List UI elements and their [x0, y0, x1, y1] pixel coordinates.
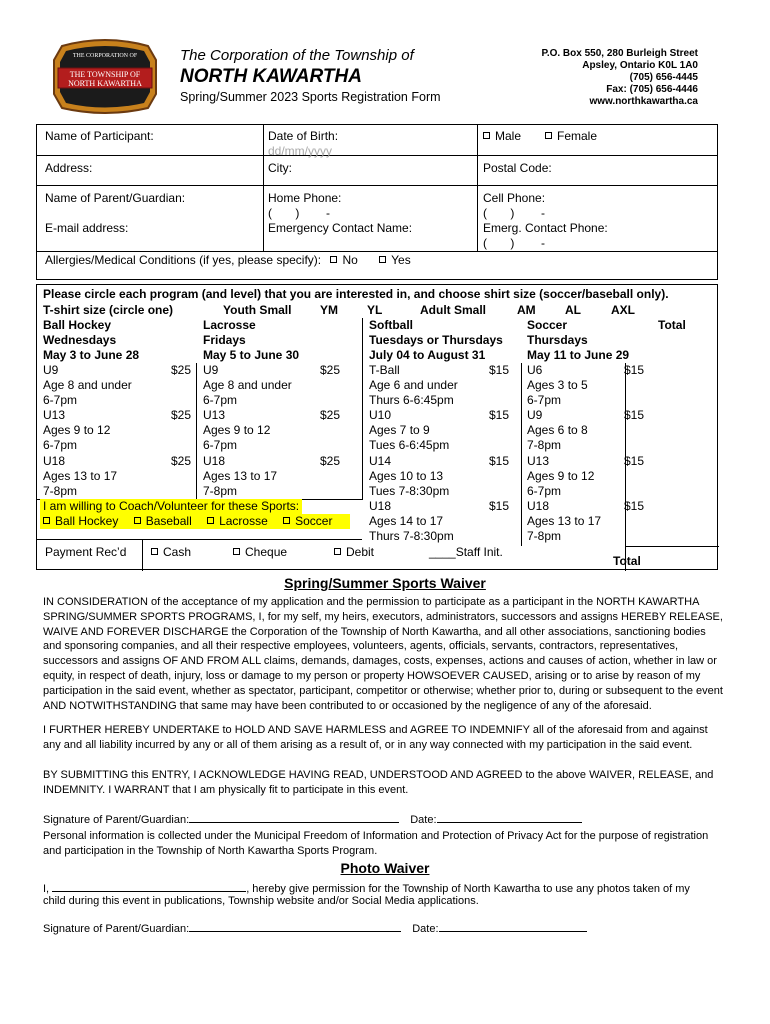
yes-label: Yes: [391, 253, 411, 267]
home-phone-mask: ( ) -: [268, 206, 330, 220]
program-table: [36, 284, 718, 570]
softball-age: Ages 10 to 13: [369, 469, 444, 483]
checkbox-female[interactable]: [545, 132, 552, 139]
divider: [37, 251, 717, 252]
size-option[interactable]: Adult Small: [420, 303, 487, 317]
photo-permission-line: [43, 881, 690, 895]
cell-phone-field[interactable]: [483, 191, 545, 221]
ball-hockey-time: 6-7pm: [43, 393, 78, 407]
parent-name-label: Name of Parent/Guardian:: [45, 191, 186, 205]
ball-hockey-day: Wednesdays: [43, 333, 117, 347]
divider: [37, 155, 717, 156]
coach-option-label: Baseball: [145, 514, 192, 528]
divider: [625, 546, 719, 547]
waiver-paragraph-2: I FURTHER HEREBY UNDERTAKE to HOLD AND SAVE HARMLESS and AGREE TO INDEMNIFY all of the aforesaid from and against any and all liability incurred by any or all of them arising as a result of, or in any way connected with my participation in the said event.: [43, 724, 708, 751]
soccer-price: $15: [624, 408, 645, 422]
logo-line1: THE TOWNSHIP OF: [69, 70, 141, 79]
photo-signature-label: Signature of Parent/Guardian:: [43, 923, 190, 935]
male-label: Male: [495, 129, 522, 143]
soccer-price: $15: [624, 499, 645, 513]
gender-female[interactable]: [545, 129, 597, 144]
soccer-level[interactable]: U13: [527, 454, 550, 468]
waiver-date-label: Date:: [410, 814, 437, 826]
ball-hockey-price: $25: [171, 363, 192, 377]
lacrosse-age: Ages 9 to 12: [203, 423, 271, 437]
softball-time: Tues 6-6:45pm: [369, 438, 450, 452]
waiver-paragraph-3: BY SUBMITTING this ENTRY, I ACKNOWLEDGE HAVING READ, UNDERSTOOD AND AGREED to the above WAIVER, RELEASE, and INDEMNITY. I WARRANT that I am physically fit to participate in this event.: [43, 769, 714, 796]
divider: [196, 363, 197, 500]
parent-name-field[interactable]: [45, 191, 185, 206]
payment-option-label: Cheque: [245, 545, 288, 559]
lacrosse-day: Fridays: [203, 333, 246, 347]
divider: [521, 363, 522, 546]
lacrosse-age: Age 8 and under: [203, 378, 292, 392]
checkbox[interactable]: [334, 548, 341, 555]
payment-option-label: Cash: [163, 545, 192, 559]
address-label: Address:: [45, 161, 93, 175]
softball-price: $15: [489, 363, 510, 377]
softball-level[interactable]: U14: [369, 454, 392, 468]
corporation-line: The Corporation of the Township of: [180, 47, 414, 64]
dob-label: Date of Birth:: [268, 129, 339, 143]
checkbox[interactable]: [43, 517, 50, 524]
dob-placeholder: dd/mm/yyyy: [268, 144, 333, 158]
soccer-day: Thursdays: [527, 333, 588, 347]
softball-dates: July 04 to August 31: [369, 348, 486, 362]
ball-hockey-time: 6-7pm: [43, 438, 78, 452]
payment-option-label: Debit: [346, 545, 375, 559]
softball-price: $15: [489, 499, 510, 513]
tshirt-size-label: T-shirt size (circle one): [43, 303, 174, 317]
lacrosse-level[interactable]: U9: [203, 363, 219, 377]
checkbox[interactable]: [207, 517, 214, 524]
soccer-level[interactable]: U18: [527, 499, 550, 513]
photo-i-label: I,: [43, 883, 50, 895]
ball-hockey-age: Ages 13 to 17: [43, 469, 118, 483]
lacrosse-price: $25: [320, 408, 341, 422]
soccer-age: Ages 13 to 17: [527, 514, 602, 528]
participant-info-table: [36, 124, 718, 280]
coach-option-lacrosse[interactable]: [207, 514, 268, 528]
soccer-age: Ages 6 to 8: [527, 423, 588, 437]
divider: [37, 185, 717, 186]
city-field[interactable]: [268, 161, 292, 176]
size-option[interactable]: YM: [320, 303, 338, 317]
township-name: NORTH KAWARTHA: [180, 66, 362, 87]
lacrosse-level[interactable]: U13: [203, 408, 226, 422]
coach-volunteer-label: I am willing to Coach/Volunteer for these Sports:: [40, 499, 302, 514]
soccer-time: 7-8pm: [527, 529, 562, 543]
soccer-title: Soccer: [527, 318, 568, 332]
photo-waiver-title: Photo Waiver: [340, 860, 430, 876]
female-label: Female: [557, 129, 598, 143]
address-block: [541, 48, 698, 108]
soccer-age: Ages 3 to 5: [527, 378, 588, 392]
address-line: www.northkawartha.ca: [589, 96, 698, 107]
soccer-time: 7-8pm: [527, 438, 562, 452]
ball-hockey-dates: May 3 to June 28: [43, 348, 140, 362]
soccer-time: 6-7pm: [527, 393, 562, 407]
payment-cash[interactable]: [151, 545, 191, 560]
logo-line2: NORTH KAWARTHA: [68, 79, 142, 88]
postal-code-field[interactable]: [483, 161, 552, 176]
staff-initials[interactable]: ____Staff Init.: [429, 545, 503, 559]
waiver-paragraph-1: IN CONSIDERATION of the acceptance of my application and the permission to participate as a participant in the NORTH KAWARTHA SPRING/SUMMER SPORTS PROGRAMS, I, for my self, my heirs, executors, administrators, successors and assigns HEREBY RELEASE, WAIVE AND FOREVER DISCHARGE the Corporation of the Township of North Kawartha, and all other associations, sanctioning bodies and sponsoring companies, and all their respective employees, volunteers, agents, officials, servants, contractors, representatives, successors and assigns OF AND FROM ALL claims, demands, damages, costs, expenses, actions and causes of action, whether in law or equity, in respect of death, injury, loss or damage to my person or property HOWSOEVER CAUSED, arising or to arise by reason of my participation in the said event, whether as spectator, participant, competitor or otherwise; whether prior to, during or subsequent to the event AND NOTWITHSTANDING that same may have been contributed to or occasioned by the negligence of any of the aforesaid.: [43, 596, 723, 712]
email-field[interactable]: [45, 221, 128, 236]
soccer-dates: May 11 to June 29: [527, 348, 630, 362]
softball-time: Thurs 6-6:45pm: [369, 393, 454, 407]
address-line: Fax: (705) 656-4446: [606, 84, 698, 95]
ball-hockey-age: Age 8 and under: [43, 378, 132, 392]
softball-age: Ages 7 to 9: [369, 423, 430, 437]
divider: [477, 125, 478, 251]
waiver-signature-label: Signature of Parent/Guardian:: [43, 814, 190, 826]
soccer-time: 6-7pm: [527, 484, 562, 498]
address-line: (705) 656-4445: [629, 72, 698, 83]
payment-debit[interactable]: [334, 545, 374, 560]
softball-time: Thurs 7-8:30pm: [369, 529, 454, 543]
divider: [263, 125, 264, 251]
cell-phone-mask: ( ) -: [483, 206, 545, 220]
lacrosse-dates: May 5 to June 30: [203, 348, 300, 362]
lacrosse-time: 6-7pm: [203, 438, 238, 452]
size-option[interactable]: AM: [517, 303, 536, 317]
home-phone-label: Home Phone:: [268, 191, 342, 205]
ball-hockey-time: 7-8pm: [43, 484, 78, 498]
photo-signature-field[interactable]: [189, 921, 401, 932]
ball-hockey-age: Ages 9 to 12: [43, 423, 111, 437]
checkbox[interactable]: [233, 548, 240, 555]
coach-options: [40, 514, 350, 529]
township-logo: [48, 38, 162, 114]
ball-hockey-price: $25: [171, 454, 192, 468]
size-option[interactable]: Youth Small: [223, 303, 292, 317]
dob-field[interactable]: [268, 129, 338, 159]
checkbox[interactable]: [134, 517, 141, 524]
coach-option-soccer[interactable]: [283, 514, 332, 528]
soccer-level[interactable]: U6: [527, 363, 543, 377]
emergency-phone-field[interactable]: [483, 221, 608, 251]
gender-male[interactable]: [483, 129, 521, 144]
program-instruction: Please circle each program (and level) that you are interested in, and choose shirt size (soccer/baseball only).: [43, 287, 669, 301]
softball-time: Tues 7-8:30pm: [369, 484, 450, 498]
coach-option-baseball[interactable]: [134, 514, 192, 528]
lacrosse-price: $25: [320, 454, 341, 468]
ball-hockey-level[interactable]: U9: [43, 363, 59, 377]
address-field[interactable]: [45, 161, 92, 176]
divider: [142, 539, 143, 571]
emergency-name-field[interactable]: [268, 221, 412, 236]
softball-age: Age 6 and under: [369, 378, 458, 392]
coach-option-label: Soccer: [295, 514, 333, 528]
checkbox-male[interactable]: [483, 132, 490, 139]
participant-name-field[interactable]: [45, 129, 154, 144]
no-label: No: [342, 253, 358, 267]
softball-price: $15: [489, 408, 510, 422]
softball-level[interactable]: U18: [369, 499, 392, 513]
softball-age: Ages 14 to 17: [369, 514, 444, 528]
logo-top-text: THE CORPORATION OF: [72, 53, 138, 59]
divider: [37, 539, 362, 540]
lacrosse-title: Lacrosse: [203, 318, 256, 332]
photo-name-field[interactable]: [52, 881, 246, 892]
participant-name-label: Name of Participant:: [45, 129, 154, 143]
cell-phone-label: Cell Phone:: [483, 191, 546, 205]
size-option[interactable]: AL: [565, 303, 581, 317]
privacy-notice: Personal information is collected under the Municipal Freedom of Information and Protection of Privacy Act for the purpose of registration and participation in the Township of North Kawartha Sports Program.: [43, 830, 709, 857]
allergies-label: Allergies/Medical Conditions (if yes, please specify):: [45, 253, 322, 267]
lacrosse-age: Ages 13 to 17: [203, 469, 278, 483]
coach-option-ball-hockey[interactable]: [43, 514, 118, 528]
waiver-date-field[interactable]: [437, 812, 582, 823]
coach-option-label: Lacrosse: [219, 514, 268, 528]
soccer-price: $15: [624, 363, 645, 377]
softball-title: Softball: [369, 318, 413, 332]
checkbox[interactable]: [283, 517, 290, 524]
divider: [362, 318, 363, 500]
emergency-name-label: Emergency Contact Name:: [268, 221, 413, 235]
ball-hockey-level[interactable]: U18: [43, 454, 66, 468]
waiver-signature-field[interactable]: [189, 812, 399, 823]
allergies-field[interactable]: [45, 253, 411, 268]
coach-option-label: Ball Hockey: [55, 514, 119, 528]
total-footer: Total: [613, 554, 641, 568]
softball-price: $15: [489, 454, 510, 468]
softball-level[interactable]: U10: [369, 408, 392, 422]
ball-hockey-level[interactable]: U13: [43, 408, 66, 422]
address-line: P.O. Box 550, 280 Burleigh Street: [541, 48, 698, 59]
soccer-price: $15: [624, 454, 645, 468]
address-line: Apsley, Ontario K0L 1A0: [582, 60, 698, 71]
ball-hockey-price: $25: [171, 408, 192, 422]
softball-day: Tuesdays or Thursdays: [369, 333, 503, 347]
soccer-age: Ages 9 to 12: [527, 469, 595, 483]
checkbox-allergies-yes[interactable]: [379, 256, 386, 263]
photo-date-label: Date:: [412, 923, 439, 935]
home-phone-field[interactable]: [268, 191, 341, 221]
photo-permission-text-2: child during this event in publications, Township website and/or Social Media applications.: [43, 895, 479, 907]
payment-cheque[interactable]: [233, 545, 287, 560]
soccer-level[interactable]: U9: [527, 408, 543, 422]
softball-level[interactable]: T-Ball: [369, 363, 400, 377]
lacrosse-price: $25: [320, 363, 341, 377]
size-option[interactable]: YL: [367, 303, 383, 317]
postal-code-label: Postal Code:: [483, 161, 552, 175]
emergency-phone-label: Emerg. Contact Phone:: [483, 221, 608, 235]
checkbox-allergies-no[interactable]: [330, 256, 337, 263]
photo-date-field[interactable]: [439, 921, 587, 932]
lacrosse-time: 6-7pm: [203, 393, 238, 407]
city-label: City:: [268, 161, 292, 175]
ball-hockey-title: Ball Hockey: [43, 318, 112, 332]
photo-signature-row: [43, 921, 587, 935]
lacrosse-level[interactable]: U18: [203, 454, 226, 468]
payment-received-label: Payment Rec’d: [45, 545, 127, 559]
emergency-phone-mask: ( ) -: [483, 236, 545, 250]
photo-permission-text: , hereby give permission for the Township of North Kawartha to use any photos taken of my: [246, 883, 690, 895]
total-header: Total: [658, 318, 686, 332]
email-label: E-mail address:: [45, 221, 129, 235]
waiver-title: Spring/Summer Sports Waiver: [284, 575, 486, 591]
size-option[interactable]: AXL: [611, 303, 635, 317]
form-title: Spring/Summer 2023 Sports Registration Form: [180, 90, 441, 104]
lacrosse-time: 7-8pm: [203, 484, 238, 498]
checkbox[interactable]: [151, 548, 158, 555]
waiver-signature-row: [43, 812, 582, 826]
